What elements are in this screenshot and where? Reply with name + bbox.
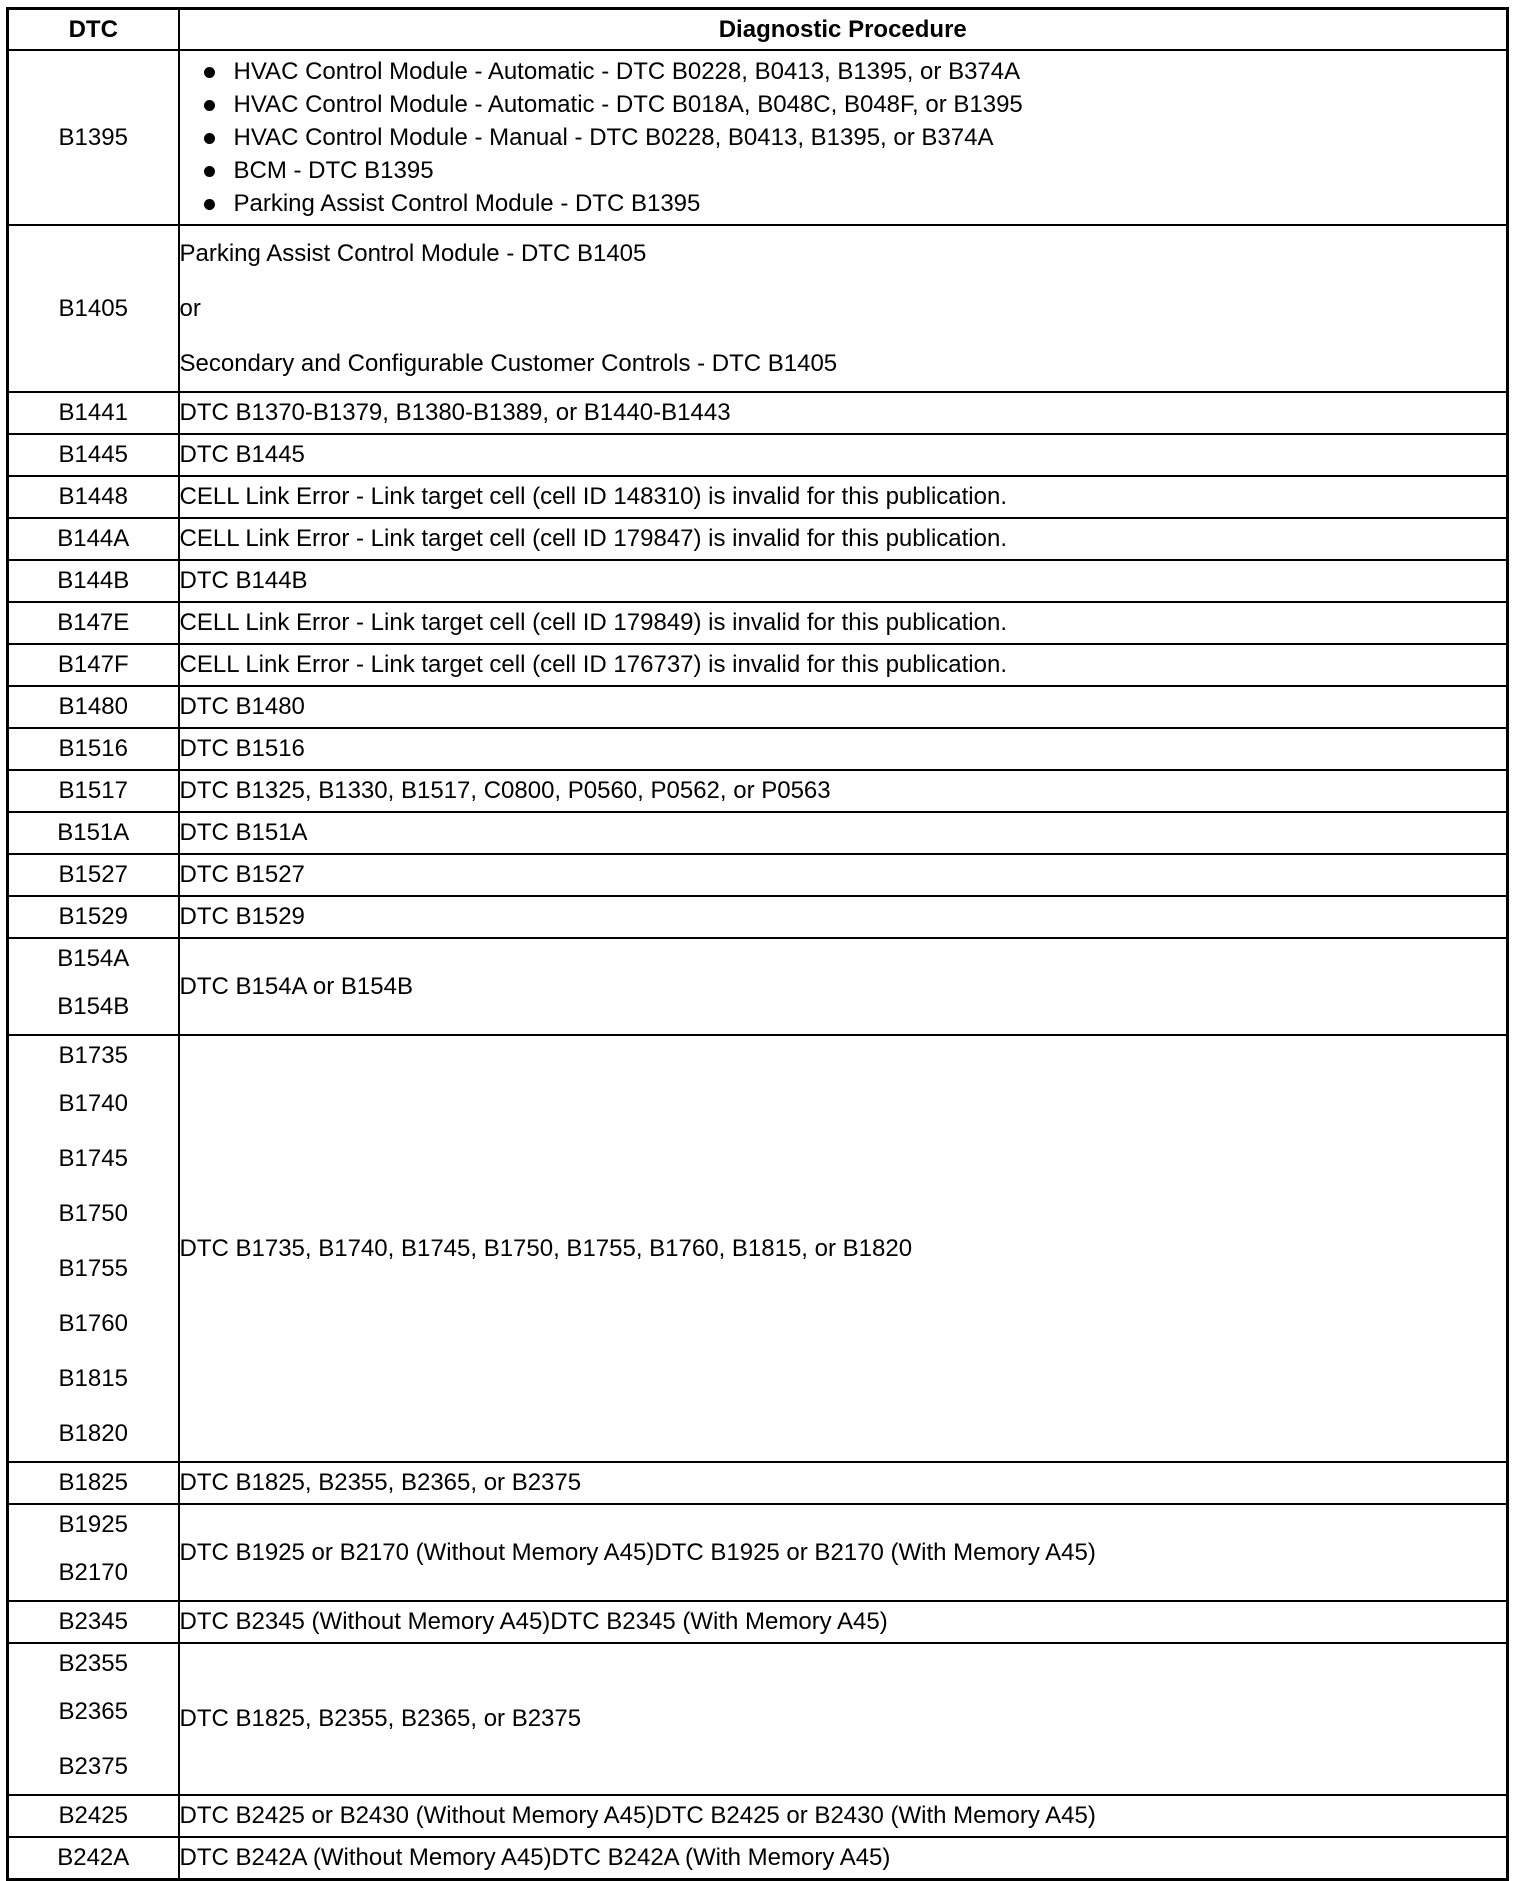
dtc-code-cell: B2345	[8, 1601, 179, 1643]
dtc-code: B154A	[57, 945, 130, 972]
table-row	[8, 434, 1508, 476]
dtc-code: B1760	[58, 1310, 128, 1337]
table-row	[8, 1035, 1508, 1462]
dtc-code: B2375	[58, 1753, 128, 1780]
table-row	[8, 1504, 1508, 1601]
dtc-table	[6, 7, 1509, 1881]
dtc-code-cell: B151A	[8, 812, 179, 854]
dtc-code-cell: B1825	[8, 1462, 179, 1504]
table-row	[8, 1601, 1508, 1643]
dtc-code-cell: B242A	[8, 1837, 179, 1879]
procedure-cell[interactable]: DTC B1370-B1379, B1380-B1389, or B1440-B1443	[179, 392, 1508, 434]
dtc-code-cell: B147F	[8, 644, 179, 686]
dtc-code-cell: B1527	[8, 854, 179, 896]
table-row	[8, 854, 1508, 896]
procedure-cell[interactable]: CELL Link Error - Link target cell (cell ID 148310) is invalid for this publication.	[179, 476, 1508, 518]
dtc-code-cell: B1395	[8, 50, 179, 225]
procedure-cell	[179, 225, 1508, 392]
dtc-code: B1755	[58, 1255, 128, 1282]
table-row	[8, 1643, 1508, 1795]
dtc-code: B2170	[58, 1559, 128, 1586]
dtc-code: B154B	[57, 993, 130, 1020]
procedure-cell[interactable]: DTC B1529	[179, 896, 1508, 938]
dtc-code-cell	[8, 1504, 179, 1601]
procedure-cell[interactable]: DTC B242A (Without Memory A45)DTC B242A (With Memory A45)	[179, 1837, 1508, 1879]
procedure-cell[interactable]: CELL Link Error - Link target cell (cell ID 179847) is invalid for this publication.	[179, 518, 1508, 560]
dtc-code: B1925	[58, 1511, 128, 1538]
table-row	[8, 560, 1508, 602]
procedure-cell[interactable]: DTC B1925 or B2170 (Without Memory A45)DTC B1925 or B2170 (With Memory A45)	[179, 1504, 1508, 1601]
table-row	[8, 518, 1508, 560]
procedure-cell[interactable]: DTC B154A or B154B	[179, 938, 1508, 1035]
dtc-code: B1735	[58, 1042, 128, 1069]
dtc-code-cell: B1405	[8, 225, 179, 392]
table-row	[8, 686, 1508, 728]
table-row	[8, 392, 1508, 434]
procedure-cell[interactable]: DTC B1735, B1740, B1745, B1750, B1755, B1760, B1815, or B1820	[179, 1035, 1508, 1462]
table-row	[8, 1795, 1508, 1837]
table-row	[8, 644, 1508, 686]
procedure-link[interactable]: HVAC Control Module - Automatic - DTC B0228, B0413, B1395, or B374A	[204, 55, 1507, 88]
header-procedure: Diagnostic Procedure	[179, 9, 1508, 51]
table-row	[8, 938, 1508, 1035]
procedure-link[interactable]: HVAC Control Module - Manual - DTC B0228, B0413, B1395, or B374A	[204, 121, 1507, 154]
procedure-cell[interactable]: CELL Link Error - Link target cell (cell ID 179849) is invalid for this publication.	[179, 602, 1508, 644]
dtc-code-cell: B144A	[8, 518, 179, 560]
procedure-cell[interactable]: DTC B151A	[179, 812, 1508, 854]
dtc-code: B2355	[58, 1650, 128, 1677]
procedure-line[interactable]: Parking Assist Control Module - DTC B1405	[179, 240, 647, 267]
dtc-code-cell: B1448	[8, 476, 179, 518]
dtc-code-cell: B144B	[8, 560, 179, 602]
procedure-link[interactable]: BCM - DTC B1395	[204, 154, 1507, 187]
table-row	[8, 602, 1508, 644]
dtc-code-cell: B2425	[8, 1795, 179, 1837]
dtc-code: B1820	[58, 1420, 128, 1447]
table-row	[8, 1837, 1508, 1879]
dtc-code-cell: B1441	[8, 392, 179, 434]
procedure-cell[interactable]: DTC B1480	[179, 686, 1508, 728]
table-row	[8, 225, 1508, 392]
procedure-line: or	[179, 295, 201, 322]
procedure-link[interactable]: HVAC Control Module - Automatic - DTC B018A, B048C, B048F, or B1395	[204, 88, 1507, 121]
table-row	[8, 1462, 1508, 1504]
dtc-code-cell	[8, 938, 179, 1035]
procedure-cell[interactable]: DTC B1516	[179, 728, 1508, 770]
table-row	[8, 728, 1508, 770]
table-row	[8, 812, 1508, 854]
dtc-code: B1750	[58, 1200, 128, 1227]
dtc-code: B1815	[58, 1365, 128, 1392]
procedure-cell[interactable]: DTC B2345 (Without Memory A45)DTC B2345 (With Memory A45)	[179, 1601, 1508, 1643]
dtc-code: B1745	[58, 1145, 128, 1172]
procedure-cell	[179, 50, 1508, 225]
dtc-code: B1740	[58, 1090, 128, 1117]
dtc-code-cell: B1529	[8, 896, 179, 938]
dtc-code-cell	[8, 1035, 179, 1462]
header-dtc: DTC	[8, 9, 179, 51]
table-row	[8, 476, 1508, 518]
procedure-cell[interactable]: DTC B1445	[179, 434, 1508, 476]
dtc-code-cell	[8, 1643, 179, 1795]
procedure-link[interactable]: Parking Assist Control Module - DTC B1395	[204, 187, 1507, 220]
dtc-code-cell: B147E	[8, 602, 179, 644]
procedure-cell[interactable]: DTC B1825, B2355, B2365, or B2375	[179, 1643, 1508, 1795]
procedure-line[interactable]: Secondary and Configurable Customer Controls - DTC B1405	[179, 350, 838, 377]
dtc-code: B2365	[58, 1698, 128, 1725]
table-row	[8, 770, 1508, 812]
dtc-code-cell: B1516	[8, 728, 179, 770]
procedure-cell[interactable]: DTC B1325, B1330, B1517, C0800, P0560, P0562, or P0563	[179, 770, 1508, 812]
procedure-cell[interactable]: DTC B144B	[179, 560, 1508, 602]
dtc-code-cell: B1445	[8, 434, 179, 476]
procedure-cell[interactable]: CELL Link Error - Link target cell (cell ID 176737) is invalid for this publication.	[179, 644, 1508, 686]
header-row	[8, 9, 1508, 51]
dtc-code-cell: B1517	[8, 770, 179, 812]
table-row	[8, 50, 1508, 225]
procedure-cell[interactable]: DTC B2425 or B2430 (Without Memory A45)DTC B2425 or B2430 (With Memory A45)	[179, 1795, 1508, 1837]
table-row	[8, 896, 1508, 938]
procedure-cell[interactable]: DTC B1825, B2355, B2365, or B2375	[179, 1462, 1508, 1504]
procedure-cell[interactable]: DTC B1527	[179, 854, 1508, 896]
dtc-code-cell: B1480	[8, 686, 179, 728]
